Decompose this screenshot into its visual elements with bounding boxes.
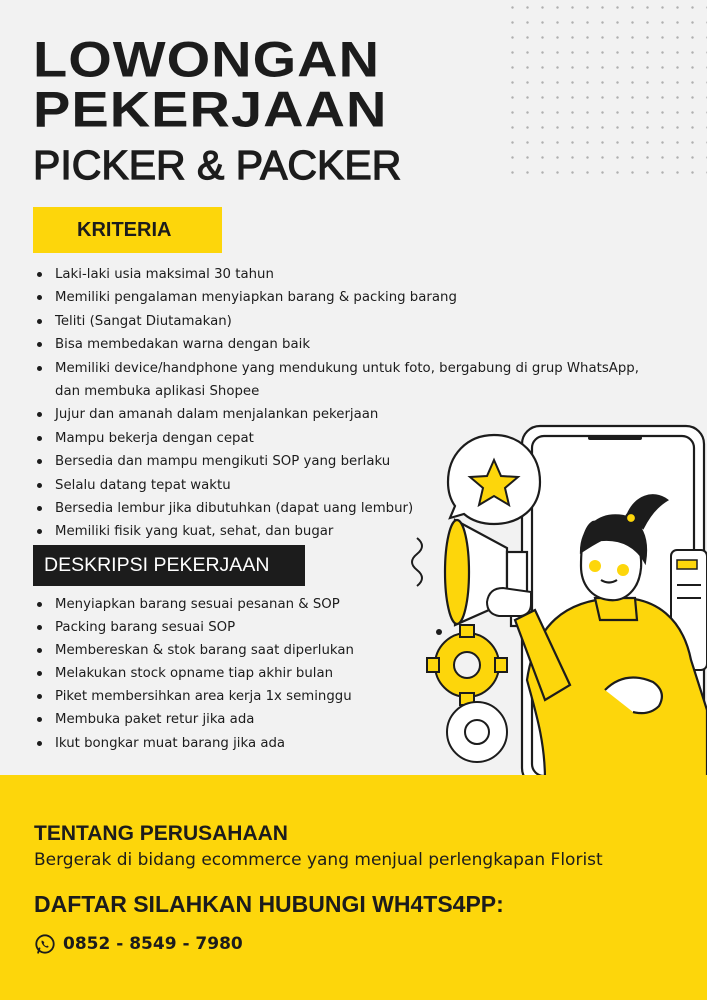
deskripsi-item: Membuka paket retur jika ada — [33, 708, 354, 731]
deskripsi-item: Menyiapkan barang sesuai pesanan & SOP — [33, 593, 354, 616]
kriteria-heading: KRITERIA — [33, 207, 222, 253]
kriteria-item: Jujur dan amanah dalam menjalankan pekerjaan — [33, 403, 639, 426]
kriteria-item: Laki-laki usia maksimal 30 tahun — [33, 263, 639, 286]
kriteria-item: Bisa membedakan warna dengan baik — [33, 333, 639, 356]
megaphone-person-illustration — [395, 420, 707, 780]
phone-contact[interactable] — [34, 931, 243, 957]
hand — [487, 588, 531, 616]
kriteria-item: Memiliki pengalaman menyiapkan barang & packing barang — [33, 286, 639, 309]
kriteria-item: Teliti (Sangat Diutamakan) — [33, 310, 639, 333]
about-heading: TENTANG PERUSAHAAN — [34, 822, 288, 845]
kriteria-item: Mampu bekerja dengan cepat — [33, 427, 639, 450]
footer-panel — [0, 775, 707, 1000]
kriteria-item: Selalu datang tepat waktu — [33, 474, 639, 497]
confetti-dot — [436, 629, 442, 635]
gear-icon — [427, 625, 507, 705]
deskripsi-item: Packing barang sesuai SOP — [33, 616, 354, 639]
contact-heading: DAFTAR SILAHKAN HUBUNGI WH4TS4PP: — [34, 891, 504, 917]
deskripsi-item: Membereskan & stok barang saat diperlukan — [33, 639, 354, 662]
deskripsi-heading: DESKRIPSI PEKERJAAN — [33, 545, 305, 586]
kriteria-item: Memiliki fisik yang kuat, sehat, dan bugar — [33, 520, 639, 543]
dot-pattern — [505, 0, 707, 175]
kriteria-item-continuation: dan membuka aplikasi Shopee — [55, 384, 260, 400]
title-line-2: PEKERJAAN — [33, 80, 388, 138]
deskripsi-list — [33, 593, 354, 755]
kriteria-item: Bersedia lembur jika dibutuhkan (dapat uang lembur) — [33, 497, 639, 520]
kriteria-item: Memiliki device/handphone yang mendukung untuk foto, bergabung di grup WhatsApp, — [33, 357, 639, 380]
title-line-1: LOWONGAN — [33, 30, 381, 88]
deskripsi-item: Melakukan stock opname tiap akhir bulan — [33, 662, 354, 685]
whatsapp-icon — [34, 933, 56, 955]
phone-number[interactable]: 0852 - 8549 - 7980 — [63, 934, 243, 954]
deskripsi-item: Ikut bongkar muat barang jika ada — [33, 732, 354, 755]
gear-outline-icon — [447, 702, 507, 762]
position-title: PICKER & PACKER — [33, 142, 402, 188]
kriteria-item: Bersedia dan mampu mengikuti SOP yang berlaku — [33, 450, 639, 473]
deskripsi-item: Piket membersihkan area kerja 1x seminggu — [33, 685, 354, 708]
squiggle-decoration — [412, 538, 422, 586]
about-text: Bergerak di bidang ecommerce yang menjual perlengkapan Florist — [34, 850, 603, 870]
star-bubble-icon — [448, 435, 540, 524]
